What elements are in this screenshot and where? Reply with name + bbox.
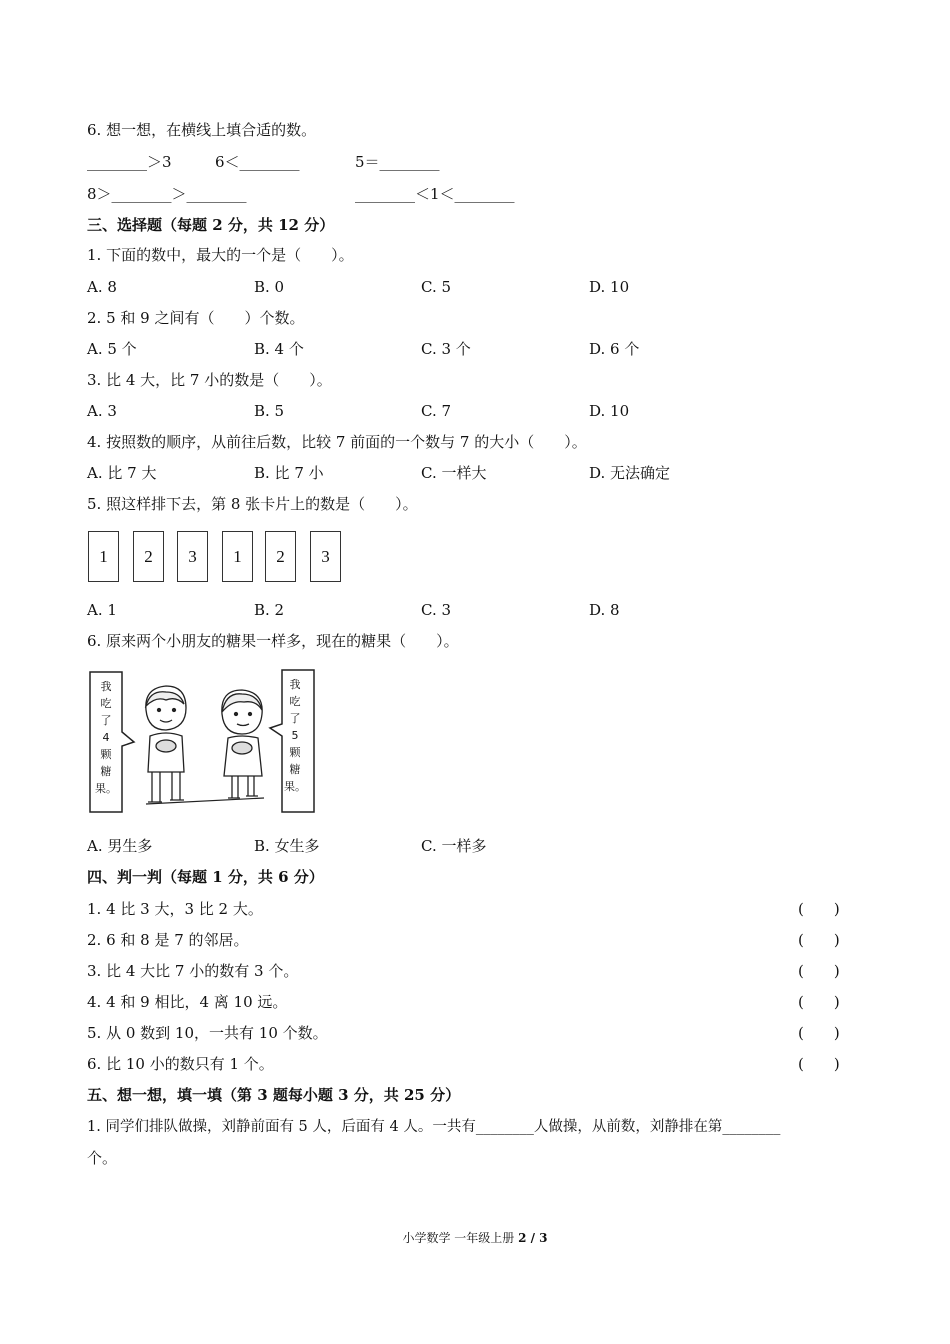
option-d: D. 10 [589,278,630,296]
option-b: B. 0 [254,278,285,296]
question-text: 3. 比 4 大，比 7 小的数是（ ）。 [87,371,332,389]
boy-figure [146,686,186,802]
fill-blank: 8＞________＞________ [87,185,247,203]
footer-label: 小学数学 一年级上册 [402,1231,519,1245]
number-card: 2 [265,531,296,582]
section-heading: 四、判一判（每题 1 分，共 6 分） [87,868,324,886]
number-card: 1 [88,531,119,582]
answer-paren[interactable]: ( ) [798,962,840,980]
girl-figure [222,690,262,798]
judge-item: 1. 4 比 3 大，3 比 2 大。 [87,900,263,918]
bubble-text-boy: 我 吃 了 4 颗 糖 果。 [95,680,117,795]
option-d: D. 6 个 [589,340,640,358]
option-b: B. 比 7 小 [254,464,324,482]
answer-paren[interactable]: ( ) [798,931,840,949]
fill-blank: ________＞3 [87,153,172,171]
option-a: A. 5 个 [87,340,137,358]
judge-item: 6. 比 10 小的数只有 1 个。 [87,1055,274,1073]
fill-blank: 6＜________ [215,153,300,171]
option-d: D. 10 [589,402,630,420]
judge-item: 2. 6 和 8 是 7 的邻居。 [87,931,249,949]
option-c: C. 3 个 [421,340,471,358]
answer-paren[interactable]: ( ) [798,1024,840,1042]
question-text: 5. 照这样排下去，第 8 张卡片上的数是（ ）。 [87,495,418,513]
section-heading: 五、想一想，填一填（第 3 题每小题 3 分，共 25 分） [87,1086,461,1104]
option-d: D. 无法确定 [589,464,671,482]
number-card: 2 [133,531,164,582]
number-card: 3 [310,531,341,582]
judge-item: 5. 从 0 数到 10，一共有 10 个数。 [87,1024,328,1042]
judge-item: 4. 4 和 9 相比，4 离 10 远。 [87,993,288,1011]
number-card: 3 [177,531,208,582]
option-c: C. 7 [421,402,452,420]
page-footer [0,1229,950,1246]
answer-paren[interactable]: ( ) [798,1055,840,1073]
option-a: A. 比 7 大 [87,464,157,482]
question-text: 4. 按照数的顺序，从前往后数，比较 7 前面的一个数与 7 的大小（ ）。 [87,433,587,451]
option-a: A. 8 [87,278,117,296]
question-text: 6. 原来两个小朋友的糖果一样多，现在的糖果（ ）。 [87,632,459,650]
option-b: B. 4 个 [254,340,304,358]
answer-paren[interactable]: ( ) [798,993,840,1011]
option-c: C. 一样多 [421,837,487,855]
option-a: A. 3 [87,402,117,420]
judge-item: 3. 比 4 大比 7 小的数有 3 个。 [87,962,299,980]
question-text: 1. 同学们排队做操，刘静前面有 5 人，后面有 4 人。一共有________人做操，从前数，刘静排在第________ [87,1119,781,1135]
option-a: A. 男生多 [87,837,153,855]
fill-blank: ________＜1＜________ [355,185,515,203]
question-text: 2. 5 和 9 之间有（ ）个数。 [87,309,305,327]
option-d: D. 8 [589,601,620,619]
question-title: 6. 想一想，在横线上填合适的数。 [87,121,317,139]
section-heading: 三、选择题（每题 2 分，共 12 分） [87,216,335,234]
option-b: B. 女生多 [254,837,320,855]
option-c: C. 3 [421,601,452,619]
fill-blank: 5＝________ [355,153,440,171]
bubble-text-girl: 我 吃 了 5 颗 糖 果。 [284,678,306,793]
page-number: 2 / 3 [518,1231,548,1245]
question-text-continued: 个。 [87,1149,118,1167]
option-b: B. 5 [254,402,285,420]
question-text: 1. 下面的数中，最大的一个是（ ）。 [87,246,354,264]
option-a: A. 1 [87,601,117,619]
option-b: B. 2 [254,601,285,619]
option-c: C. 一样大 [421,464,487,482]
answer-paren[interactable]: ( ) [798,900,840,918]
number-card: 1 [222,531,253,582]
option-c: C. 5 [421,278,452,296]
